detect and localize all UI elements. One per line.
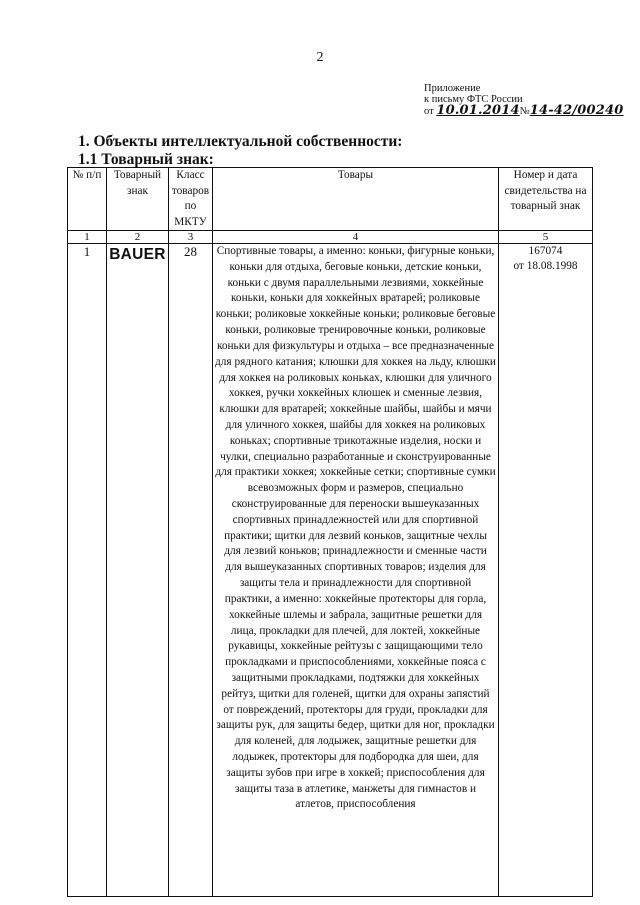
trademark-name: BAUER bbox=[109, 246, 166, 263]
header-goods: Товары bbox=[213, 168, 499, 231]
appendix-line2: к письму ФТС России bbox=[424, 94, 523, 105]
column-numbers-row bbox=[68, 231, 593, 244]
trademark-table bbox=[67, 167, 593, 897]
table-row bbox=[68, 244, 593, 897]
certificate-cell bbox=[499, 244, 593, 897]
column-number: 2 bbox=[107, 231, 169, 244]
column-number: 4 bbox=[213, 231, 499, 244]
header-class: Класс товаров по МКТУ bbox=[169, 168, 213, 231]
column-number: 1 bbox=[68, 231, 107, 244]
goods-description: Спортивные товары, а именно: коньки, фигурные коньки, коньки для отдыха, беговые коньки, детские коньки, коньки с двумя параллельными лезвиями, хоккейные коньки, коньки для хоккейных вратарей; роликовые коньки; роликовые хоккейные коньки; роликовые беговые коньки, роликовые тренировочные коньки, роликовые коньки для физкультуры и отдыха – все предназначенные для рядного катания; клюшки для хоккея на льду, клюшки для хоккея на роликовых коньках, клюшки для уличного хоккея, ручки хоккейных клюшек и сменные лезвия, клюшки для вратарей; хоккейные шайбы, шайбы и мячи для уличного хоккея, шайбы для хоккея на роликовых коньках; спортивные трикотажные изделия, носки и чулки, специально разработанные и сконструированные для практики хоккея; хоккейные сетки; спортивные сумки всевозможных форм и размеров, специально сконструированные для переноски вышеуказанных спортивных принадлежностей или для спортивной практики; щитки для лезвий коньков, защитные чехлы для лезвий коньков; принадлежности и сменные части для вышеуказанных спортивных товаров; изделия для защиты тела и принадлежности для спортивной практики, а именно: хоккейные протекторы для горла, хоккейные шлемы и забрала, защитные решетки для лица, прокладки для плечей, для локтей, хоккейные рукавицы, хоккейные рейтузы с защищающими тело прокладками и приспособлениями, хоккейные пояса с защитными прокладками, подтяжки для хоккейных рейтуз, щитки для голеней, щитки для охраны запястий от повреждений, протекторы для груди, прокладки для защиты рук, для защиты бедер, щитки для ног, прокладки для коленей, для лодыжек, защитные решетки для лодыжек, протекторы для подбородка для шеи, для защиты зубов при игре в хоккей; приспособления для защиты таза в атлетике, манжеты для гимнастов и атлетов, приспособления bbox=[213, 244, 499, 897]
appendix-date: 10.01.2014 bbox=[436, 103, 520, 118]
column-number: 3 bbox=[169, 231, 213, 244]
class-cell: 28 bbox=[169, 244, 213, 897]
appendix-number: 14-42/00240 bbox=[529, 103, 624, 118]
header-trademark: Товарный знак bbox=[107, 168, 169, 231]
subsection-heading: 1.1 Товарный знак: bbox=[78, 151, 214, 168]
column-number: 5 bbox=[499, 231, 593, 244]
row-number: 1 bbox=[68, 244, 107, 897]
page-number: 2 bbox=[316, 50, 324, 65]
appendix-prefix: от bbox=[424, 106, 434, 117]
certificate-date: от 18.08.1998 bbox=[513, 260, 578, 272]
header-row bbox=[68, 168, 593, 231]
header-certificate: Номер и дата свидетельства на товарный знак bbox=[499, 168, 593, 231]
header-num: № п/п bbox=[68, 168, 107, 231]
appendix-block bbox=[424, 83, 624, 117]
trademark-cell bbox=[107, 244, 169, 897]
certificate-number: 167074 bbox=[528, 245, 563, 257]
appendix-line1: Приложение bbox=[424, 83, 481, 94]
section-heading: 1. Объекты интеллектуальной собственности: bbox=[78, 133, 403, 150]
appendix-line3 bbox=[424, 105, 624, 117]
appendix-number-prefix: № bbox=[519, 106, 530, 117]
